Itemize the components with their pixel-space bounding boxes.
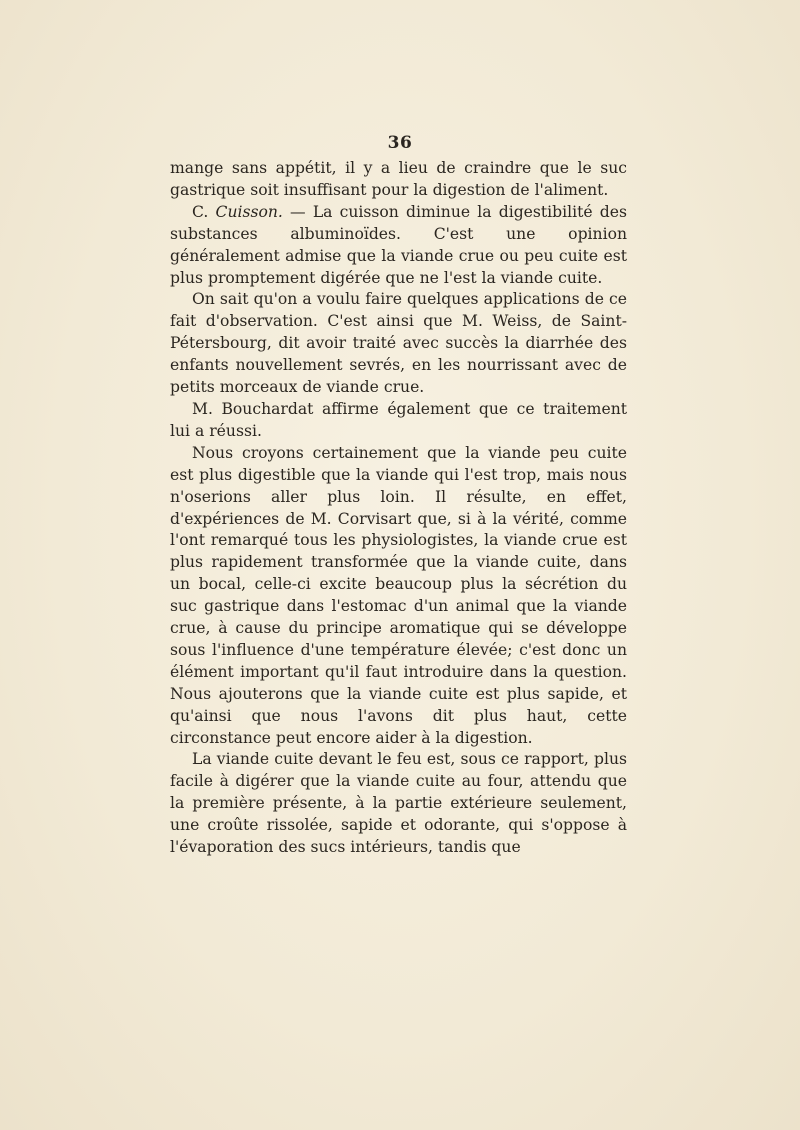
section-letter: C. [192, 202, 216, 221]
body-text [170, 158, 627, 859]
paragraph-2 [170, 202, 627, 290]
page-number: 36 [387, 133, 413, 153]
paragraph-6 [170, 749, 627, 859]
paragraph-5-text: Nous croyons certainement que la viande peu cuite est plus digestible que la viande qui l'est trop, mais nous n'oserions aller plus loin. Il résulte, en effet, d'expériences de M. Corvisart que, si à la vérité, comme l'ont remarqué tous les physiologistes, la viande crue est plus rapidement transformée que la viande cuite, dans un bocal, celle-ci excite beaucoup plus la sécrétion du suc gastrique dans l'estomac d'un animal que la viande crue, à cause du principe aromatique qui se développe sous l'influence d'une température élevée; c'est donc un élément important qu'il faut introduire dans la question. Nous ajouterons que la viande cuite est plus sapide, et qu'ainsi que nous l'avons dit plus haut, cette circonstance peut encore aider à la digestion. [170, 443, 627, 747]
paragraph-3 [170, 289, 627, 399]
paragraph-3-text: On sait qu'on a voulu faire quelques applications de ce fait d'observation. C'est ainsi que M. Weiss, de Saint-Pétersbourg, dit avoir traité avec succès la diarrhée des enfants nouvellement sevrés, en les nourrissant avec de petits morceaux de viande crue. [170, 290, 627, 397]
section-heading: Cuisson. [215, 202, 283, 221]
paragraph-6-text: La viande cuite devant le feu est, sous ce rapport, plus facile à digérer que la viande cuite au four, attendu que la première présente, à la partie extérieure seulement, une croûte rissolée, sapide et odorante, qui s'oppose à l'évaporation des sucs intérieurs, tandis que [170, 750, 627, 857]
paragraph-1 [170, 158, 627, 202]
paragraph-4 [170, 399, 627, 443]
paragraph-1-text: mange sans appétit, il y a lieu de craindre que le suc gastrique soit insuffisant pour la digestion de l'aliment. [170, 159, 627, 199]
paragraph-2-text: — La cuisson diminue la digestibilité des substances albuminoïdes. C'est une opinion généralement admise que la viande crue ou peu cuite est plus promptement digérée que ne l'est la viande cuite. [170, 202, 627, 287]
paragraph-5 [170, 443, 627, 750]
paragraph-4-text: M. Bouchardat affirme également que ce traitement lui a réussi. [170, 399, 627, 440]
